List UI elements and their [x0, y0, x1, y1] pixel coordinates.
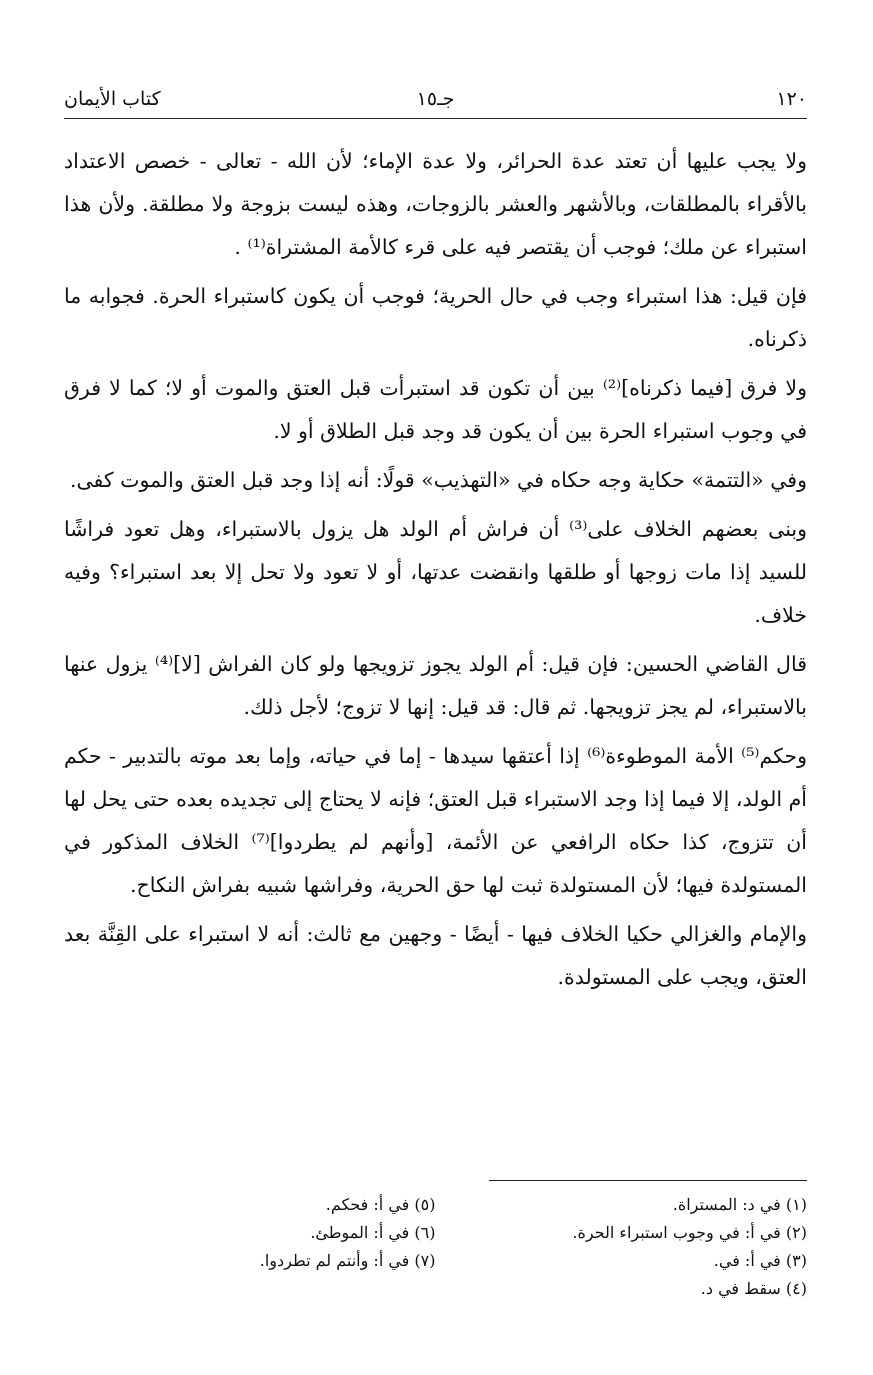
footnote: (١) في د: المستراة. [672, 1195, 807, 1214]
footnote-column-left [64, 1191, 436, 1303]
paragraph: وفي «التتمة» حكاية وجه حكاه في «التهذيب» قولًا: أنه إذا وجد قبل العتق والموت كفى. [69, 468, 807, 492]
page-number: ١٢٠ [776, 88, 807, 110]
book-title: كتاب الأيمان [64, 88, 161, 110]
footnote-column-right [436, 1191, 808, 1303]
volume-label: جـ١٥ [416, 88, 455, 110]
paragraph: والإمام والغزالي حكيا الخلاف فيها - أيضًا - وجهين مع ثالث: أنه لا استبراء على القِنَّة بعد العتق، ويجب على المستولدة. [64, 922, 807, 989]
paragraph: وبنى بعضهم الخلاف على⁽³⁾ أن فراش أم الولد هل يزول بالاستبراء، وهل تعود فراشًا للسيد إذا مات زوجها أو طلقها وانقضت عدتها، أو لا تعود ولا تحل إلا بعد استبراء؟ وفيه خلاف. [64, 517, 807, 627]
footnote: (٦) في أ: الموطئ. [310, 1223, 436, 1242]
paragraph: فإن قيل: هذا استبراء وجب في حال الحرية؛ فوجب أن يكون كاستبراء الحرة. فجوابه ما ذكرناه. [64, 284, 807, 351]
running-header [64, 82, 807, 119]
footnotes [64, 1180, 807, 1303]
footnote: (٥) في أ: فحكم. [325, 1195, 436, 1214]
paragraph: ولا يجب عليها أن تعتد عدة الحرائر، ولا عدة الإماء؛ لأن الله - تعالى - خصص الاعتداد بالأقراء بالمطلقات، وبالأشهر والعشر بالزوجات، وهذه ليست بزوجة ولا مطلقة. ولأن هذا استبراء عن ملك؛ فوجب أن يقتصر فيه على قرء كالأمة المشتراة⁽¹⁾ . [64, 149, 807, 259]
footnote-rule [489, 1180, 807, 1181]
paragraph: ولا فرق [فيما ذكرناه]⁽²⁾ بين أن تكون قد استبرأت قبل العتق والموت أو لا؛ كما لا فرق في وجوب استبراء الحرة بين أن يكون قد وجد قبل الطلاق أو لا. [64, 376, 807, 443]
footnote: (٢) في أ: في وجوب استبراء الحرة. [572, 1223, 807, 1242]
footnote: (٤) سقط في د. [700, 1279, 807, 1298]
paragraph: وحكم⁽⁵⁾ الأمة الموطوءة⁽⁶⁾ إذا أعتقها سيدها - إما في حياته، وإما بعد موته بالتدبير - حكم أم الولد، إلا فيما إذا وجد الاستبراء قبل العتق؛ فإنه لا يحتاج إلى تجديده بعده حتى يحل لها أن تتزوج، كذا حكاه الرافعي عن الأئمة، [وأنهم لم يطردوا]⁽⁷⁾ الخلاف المذكور في المستولدة فيها؛ لأن المستولدة ثبت لها حق الحرية، وفراشها شبيه بفراش النكاح. [64, 744, 807, 897]
main-text [64, 140, 807, 1005]
footnote: (٧) في أ: وأنتم لم تطردوا. [259, 1251, 436, 1270]
paragraph: قال القاضي الحسين: فإن قيل: أم الولد يجوز تزويجها ولو كان الفراش [لا]⁽⁴⁾ يزول عنها بالاستبراء، لم يجز تزويجها. ثم قال: قد قيل: إنها لا تزوج؛ لأجل ذلك. [64, 652, 807, 719]
footnote: (٣) في أ: في. [713, 1251, 807, 1270]
